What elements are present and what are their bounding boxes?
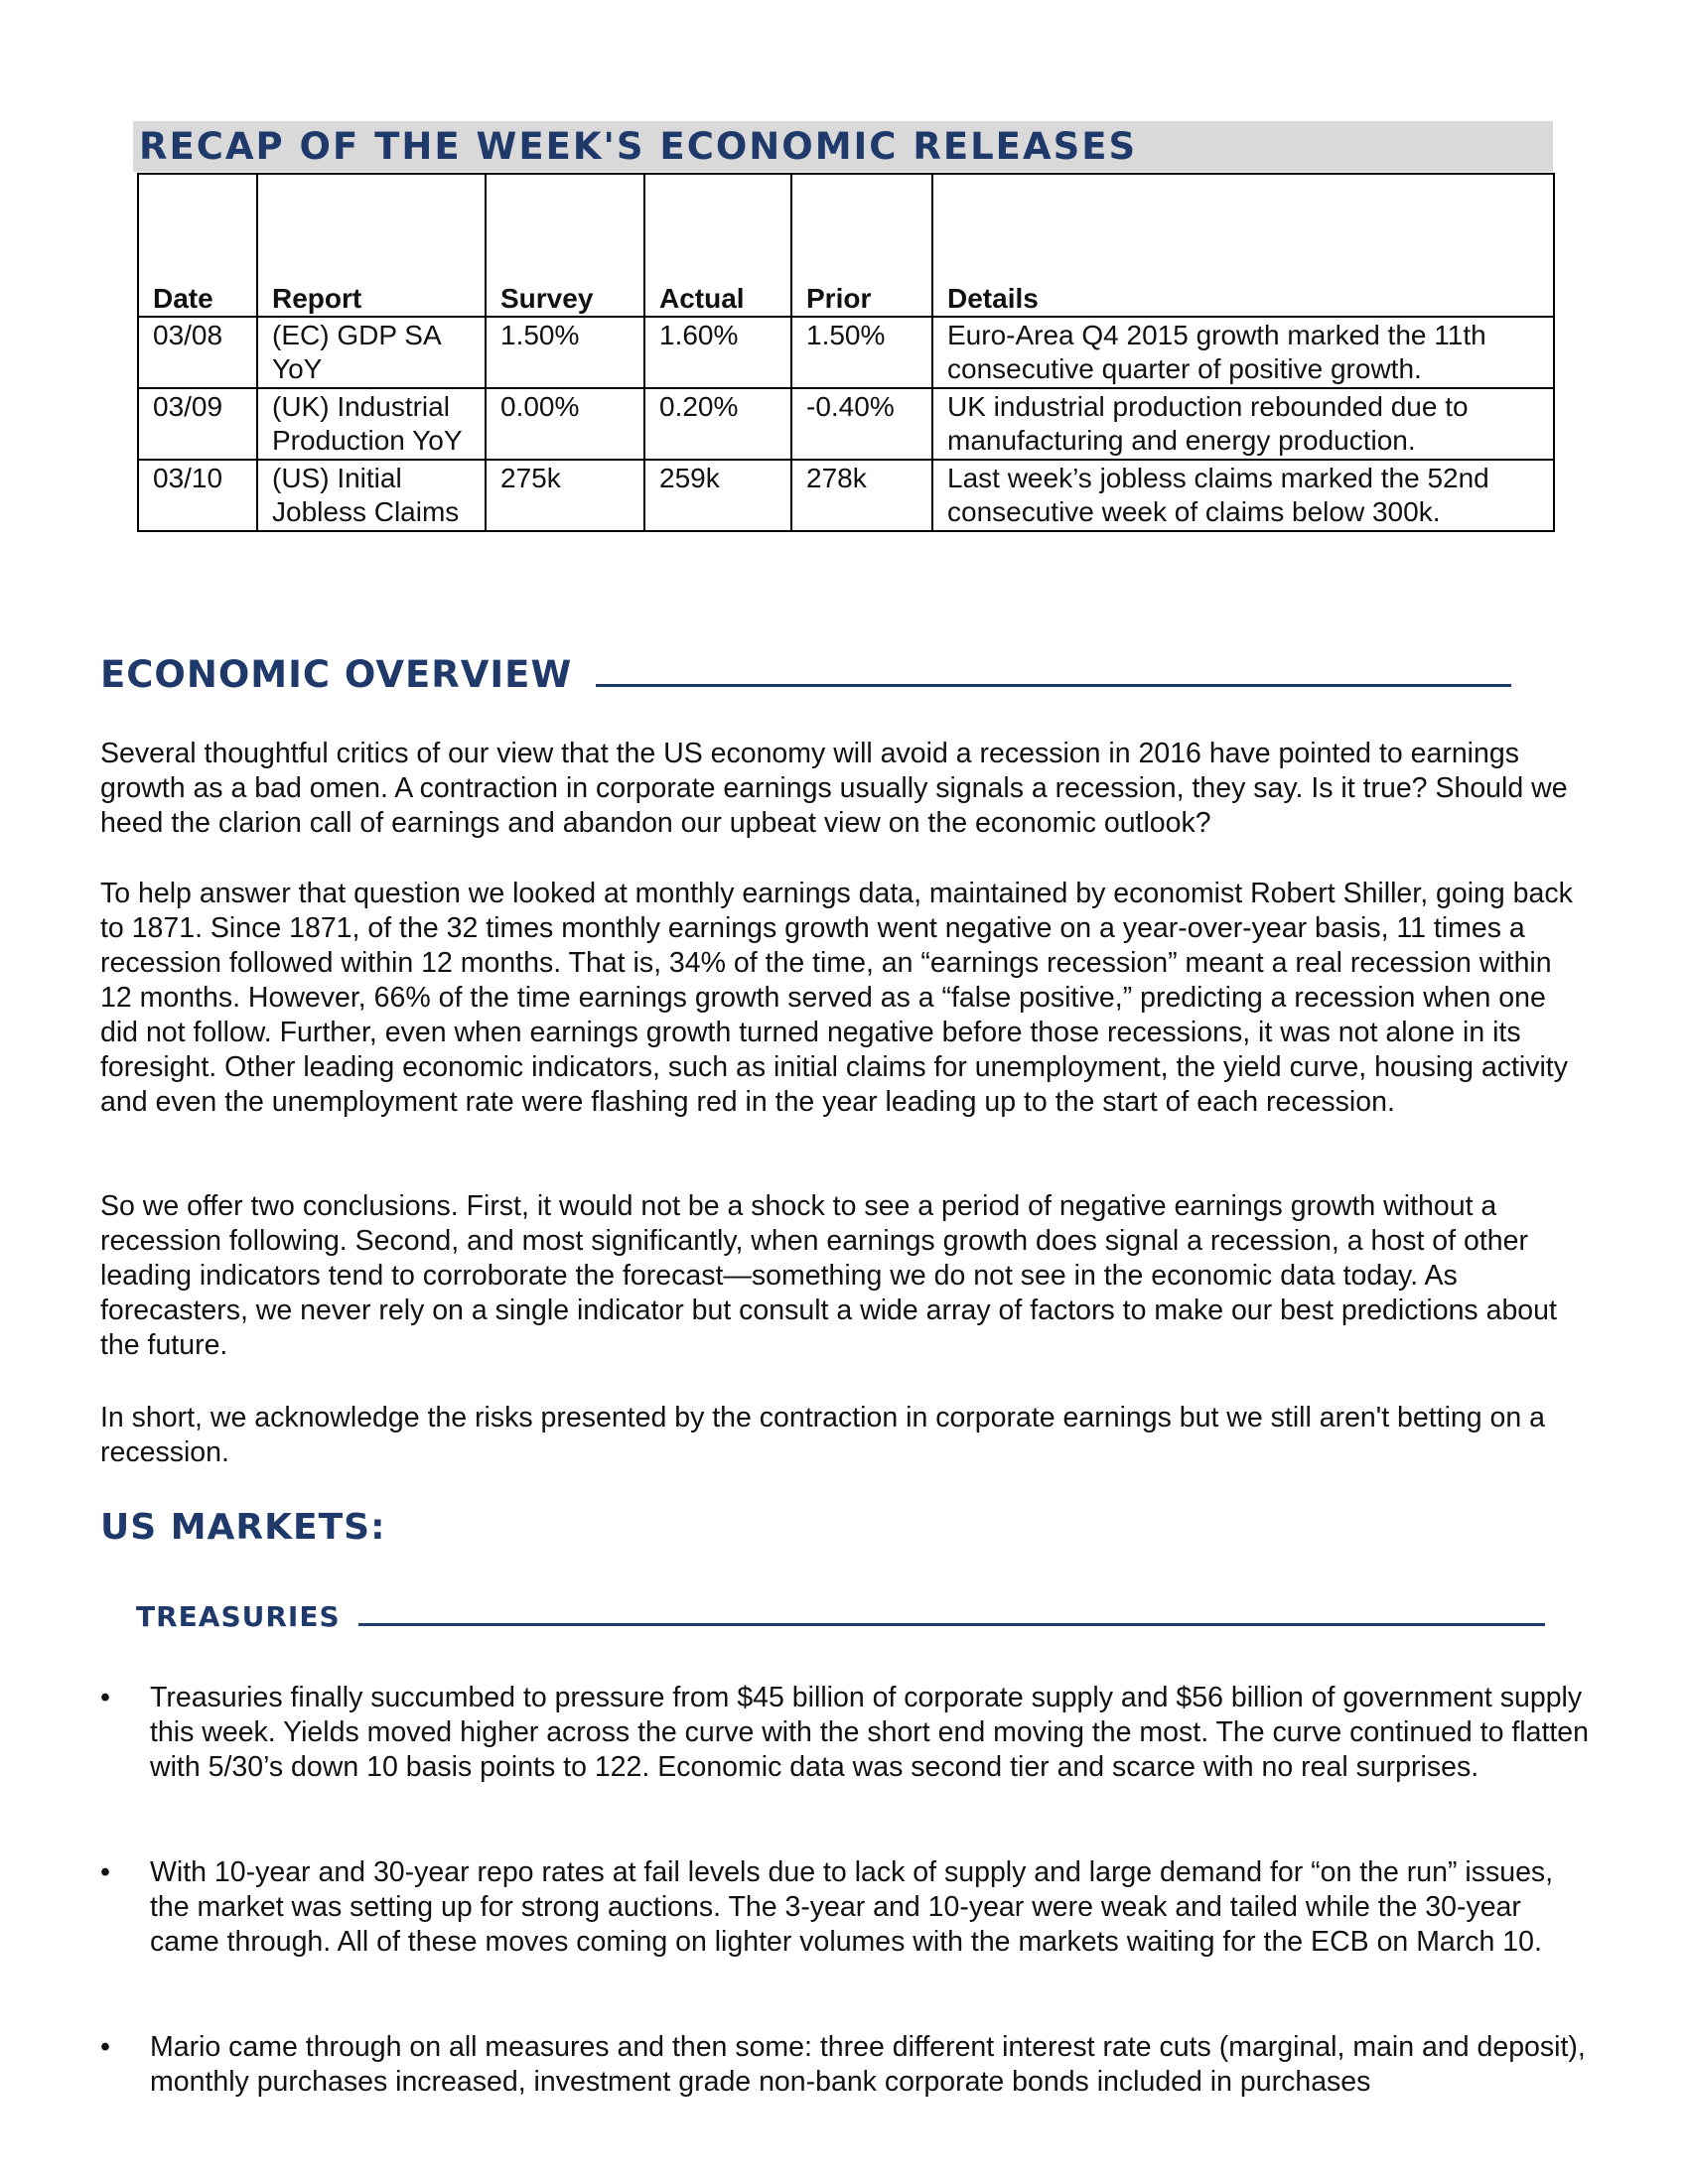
cell-details: Last week’s jobless claims marked the 52nd consecutive week of claims below 300k.	[932, 460, 1554, 531]
table-row	[138, 460, 1554, 531]
cell-report: (US) Initial Jobless Claims	[257, 460, 486, 531]
bullet-text: Mario came through on all measures and then some: three different interest rate cuts (marginal, main and deposit), monthly purchases increased, investment grade non-bank corporate bonds included in purchases	[150, 2031, 1586, 2098]
header-date: Date	[138, 174, 257, 317]
cell-report: (UK) Industrial Production YoY	[257, 388, 486, 460]
cell-details: UK industrial production rebounded due to manufacturing and energy production.	[932, 388, 1554, 460]
cell-survey: 0.00%	[486, 388, 644, 460]
overview-paragraph: In short, we acknowledge the risks presented by the contraction in corporate earnings but we still aren't betting on a recession.	[100, 1402, 1546, 1468]
bullet-text: Treasuries finally succumbed to pressure from $45 billion of corporate supply and $56 billion of government supply this week. Yields moved higher across the curve with the short end moving the most. The curve continued to flatten with 5/30’s down 10 basis points to 122. Economic data was second tier and scarce with no real surprises.	[150, 1682, 1589, 1783]
economic-overview-title: ECONOMIC OVERVIEW	[100, 653, 573, 696]
bullet-icon: •	[100, 1856, 110, 1888]
cell-prior: 278k	[791, 460, 932, 531]
header-details: Details	[932, 174, 1554, 317]
cell-prior: 1.50%	[791, 317, 932, 388]
us-markets-heading: US MARKETS:	[100, 1507, 386, 1548]
treasuries-bullet	[100, 1681, 1590, 1785]
recap-banner	[133, 121, 1553, 172]
table-header-row	[138, 174, 1554, 317]
treasuries-bullet	[100, 2030, 1590, 2100]
cell-prior: -0.40%	[791, 388, 932, 460]
treasuries-bullet	[100, 1855, 1590, 1960]
economic-overview-heading	[100, 653, 1511, 696]
cell-report: (EC) GDP SA YoY	[257, 317, 486, 388]
cell-date: 03/08	[138, 317, 257, 388]
cell-survey: 275k	[486, 460, 644, 531]
header-survey: Survey	[486, 174, 644, 317]
treasuries-title: TREASURIES	[136, 1600, 341, 1633]
cell-actual: 259k	[644, 460, 791, 531]
cell-details: Euro-Area Q4 2015 growth marked the 11th consecutive quarter of positive growth.	[932, 317, 1554, 388]
header-prior: Prior	[791, 174, 932, 317]
treasuries-heading	[136, 1600, 1545, 1633]
cell-survey: 1.50%	[486, 317, 644, 388]
cell-date: 03/10	[138, 460, 257, 531]
overview-paragraph: To help answer that question we looked at monthly earnings data, maintained by economist Robert Shiller, going back to 1871. Since 1871, of the 32 times monthly earnings growth went negative on a year-over-year basis, 11 times a recession followed within 12 months. That is, 34% of the time, an “earnings recession” meant a real recession within 12 months. However, 66% of the time earnings growth served as a “false positive,” predicting a recession when one did not follow. Further, even when earnings growth turned negative before those recessions, it was not alone in its foresight. Other leading economic indicators, such as initial claims for unemployment, the yield curve, housing activity and even the unemployment rate were flashing red in the year leading up to the start of each recession.	[100, 878, 1573, 1118]
overview-paragraph: So we offer two conclusions. First, it would not be a shock to see a period of negative earnings growth without a recession following. Second, and most significantly, when earnings growth does signal a recession, a host of other leading indicators tend to corroborate the forecast—something we do not see in the economic data today. As forecasters, we never rely on a single indicator but consult a wide array of factors to make our best predictions about the future.	[100, 1190, 1557, 1361]
table-row	[138, 317, 1554, 388]
overview-paragraph: Several thoughtful critics of our view that the US economy will avoid a recession in 2016 have pointed to earnings growth as a bad omen. A contraction in corporate earnings usually signals a recession, they say. Is it true? Should we heed the clarion call of earnings and abandon our upbeat view on the economic outlook?	[100, 738, 1568, 839]
cell-actual: 1.60%	[644, 317, 791, 388]
cell-date: 03/09	[138, 388, 257, 460]
header-report: Report	[257, 174, 486, 317]
table-row	[138, 388, 1554, 460]
heading-rule	[596, 684, 1511, 687]
cell-actual: 0.20%	[644, 388, 791, 460]
heading-rule	[358, 1623, 1545, 1626]
economic-releases-table	[137, 173, 1555, 532]
header-actual: Actual	[644, 174, 791, 317]
bullet-icon: •	[100, 1682, 110, 1713]
bullet-text: With 10-year and 30-year repo rates at fail levels due to lack of supply and large demand for “on the run” issues, the market was setting up for strong auctions. The 3-year and 10-year were weak and tailed while the 30-year came through. All of these moves coming on lighter volumes with the markets waiting for the ECB on March 10.	[150, 1856, 1554, 1958]
recap-title: RECAP OF THE WEEK'S ECONOMIC RELEASES	[139, 125, 1138, 168]
bullet-icon: •	[100, 2031, 110, 2063]
